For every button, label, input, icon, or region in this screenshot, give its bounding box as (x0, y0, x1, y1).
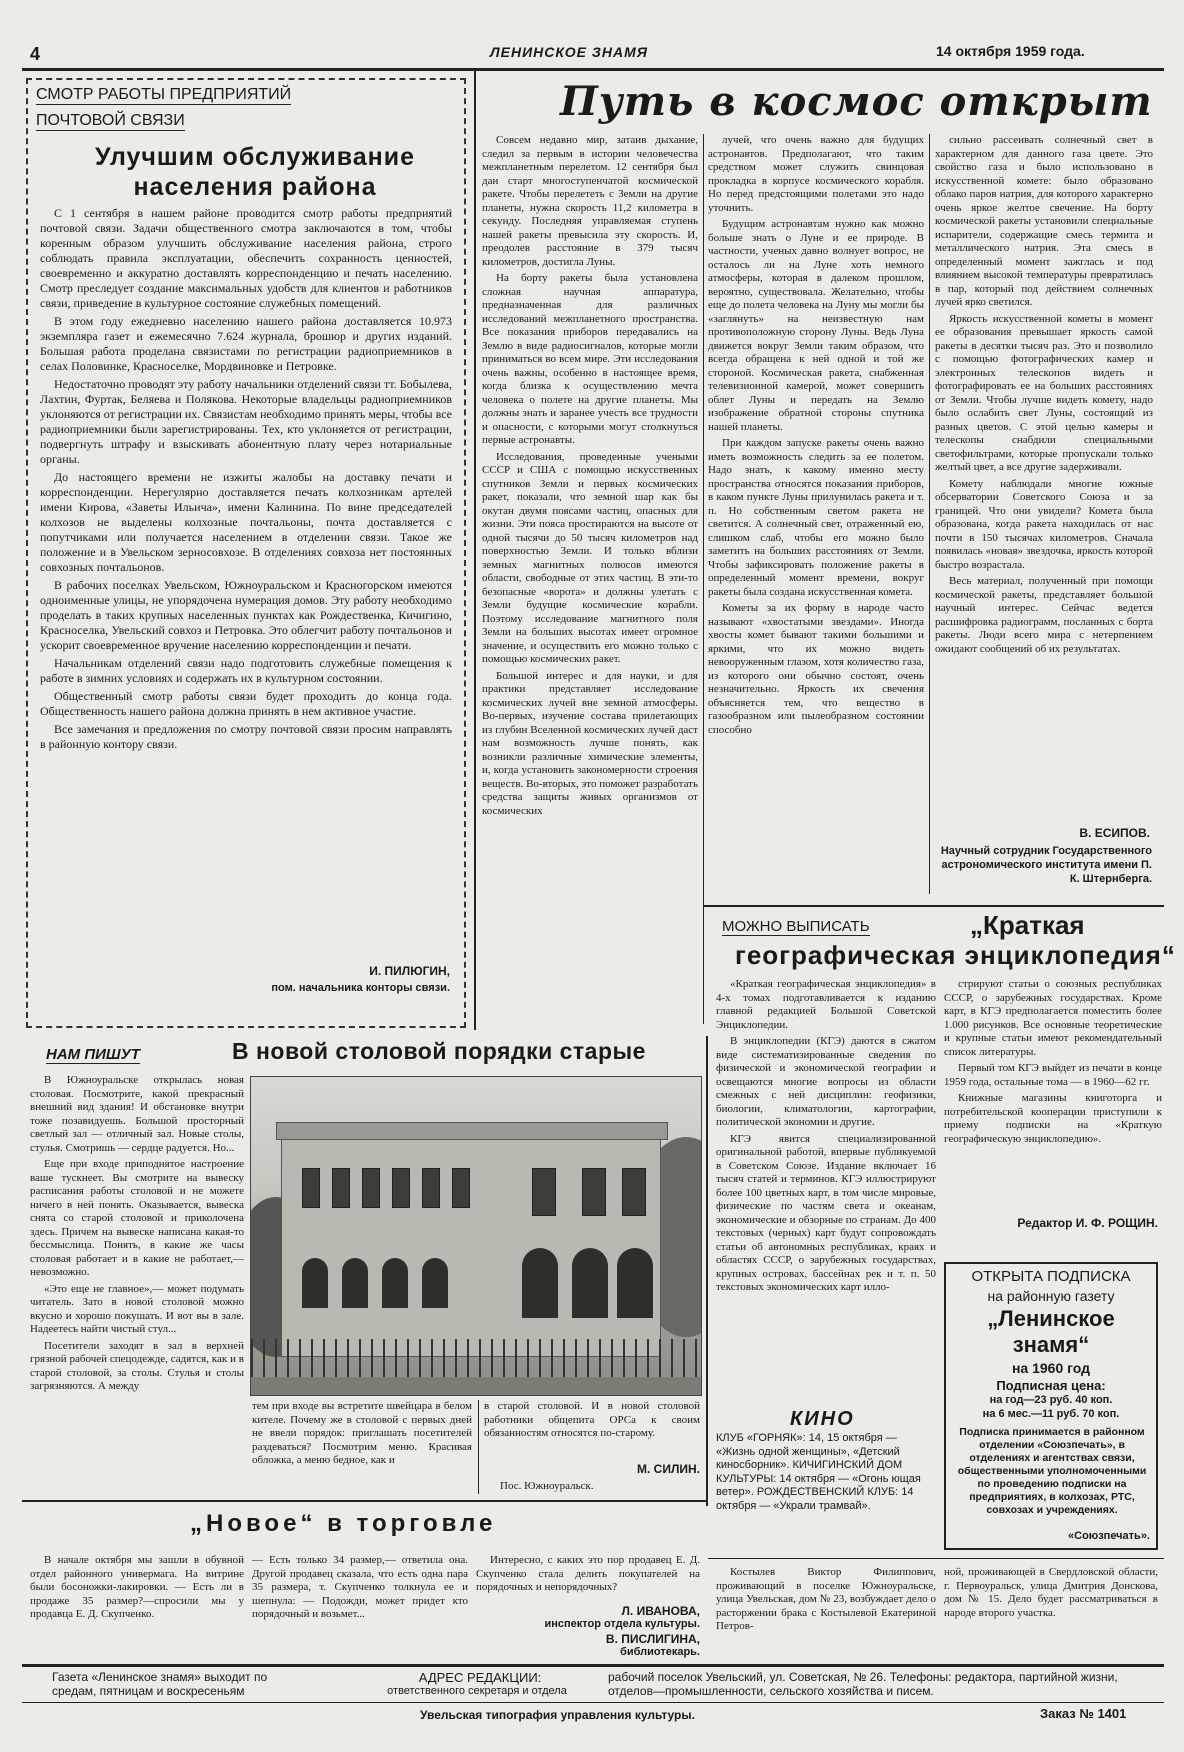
column-divider (703, 134, 704, 1024)
space-col3 (935, 134, 1153, 659)
postal-rubric-line1: СМОТР РАБОТЫ ПРЕДПРИЯТИЙ (36, 86, 292, 103)
encyclopedia-paragraph: В энциклопедии (КГЭ) даются в сжатом виде систематизированные сведения по физической и экономической географии и освещаются многие вопросы из области смежных с ней дисциплин: геофизики, биологии, климатологии, картографии, политической экономии и другие. (716, 1035, 936, 1128)
space-col1 (482, 134, 698, 821)
trade-signature-2-title: библиотекарь. (620, 1646, 700, 1658)
trade-top-rule (22, 1500, 706, 1502)
window-shape (452, 1168, 470, 1208)
divorce-top-rule (708, 1558, 1164, 1559)
building-roof (276, 1122, 668, 1140)
divorce-col1: Костылев Виктор Филиппович, проживающий в поселке Южноуральске, улица Увельская, дом № 23, возбуждает дело о расторжении брака с Костылевой Екатериной Петров- (716, 1566, 936, 1632)
canteen-building-photo (250, 1076, 702, 1396)
encyclopedia-title-2: географическая энциклопедия“ (735, 940, 1176, 970)
space-paragraph: лучей, что очень важно для будущих астронавтов. Предполагают, что таким средством может служить свинцовая прокладка в корпусе космического корабля. Но перед предстоящими полетами это надо уточнить. (708, 134, 924, 214)
space-paragraph: Комету наблюдали многие южные обсерватории Советского Союза и за границей. Что они увидели? Комета была образована, когда ракета находилась от нас почти в 150 тысячах километров. Сначала появилась «новая» звездочка, яркость которой быстро возрастала. (935, 477, 1153, 571)
trade-signature-1-title: инспектор отдела культуры. (544, 1618, 700, 1630)
encyclopedia-paragraph: Книжные магазины книготорга и потребительской кооперации приступили к приему подписки на «Краткую географическую энциклопедию». (944, 1092, 1162, 1145)
canteen-title: В новой столовой порядки старые (232, 1038, 646, 1064)
postal-paragraph: Общественный смотр работы связи будет проходить до конца года. Общественность нашего района должна принять в нем активное участие. (40, 689, 452, 718)
postal-signature: И. ПИЛЮГИН, (369, 964, 450, 978)
subscription-footer: «Союзпечать». (1068, 1530, 1150, 1542)
trade-title: „Новое“ в торговле (190, 1510, 497, 1537)
canteen-paragraph: В Южноуральске открылась новая столовая. Посмотрите, какой прекрасный внешний вид здания! И обстановке внутри тоже позавидуешь. Большой просторный светлый зал — отличный зал. Новые столы, стулья. Смотришь — сердце радуется. Но... (30, 1074, 244, 1154)
canteen-col3: в старой столовой. И в новой столовой работники общепита ОРСа к своим обязанностям относятся по-старому. (484, 1400, 700, 1439)
space-title: Путь в космос открыт (560, 78, 1153, 125)
postal-paragraph: В этом году ежедневно населению нашего района доставляется 10.973 экземпляра газет и ежемесячно 7.624 журнала, брошюр и других изданий. Большая работа проделана связистами по регистрации радиоприемников в селах Половинке, Красноселке, Мордвиновке и Петровке. (40, 314, 452, 373)
subscription-line2: на районную газету (987, 1288, 1115, 1304)
window-shape (582, 1168, 606, 1216)
encyclopedia-paragraph: стрируют статьи о союзных республиках СССР, о зарубежных государствах. Кроме карт, в КГЭ предполагается поместить более 1.000 рисунков. Все основные теоретические и крупные статьи имеют рекомендательный список литературы. (944, 978, 1162, 1058)
column-divider (706, 1036, 708, 1506)
issue-date: 14 октября 1959 года. (936, 43, 1085, 59)
building-shape (281, 1137, 661, 1357)
subscription-line4: знамя“ (1012, 1332, 1090, 1357)
cinema-title: КИНО (790, 1408, 855, 1430)
encyclopedia-paragraph: КГЭ явится специализированной оригинальной работой, впервые публикуемой в Советском Союзе. Издание включает 16 тысяч статей и терминов. КГЭ иллюстрируют более 100 цветных карт, в том числе мировые, физические по частям света и океанам, экономические и обзорные по странам. До 400 текстовых (черных) карт будут сопровождать статьи об автономных республиках, краях и областях СССР, о зарубежных государствах, крупных островах, бассейнах рек и т. п. 50 текстовых экономических карт илло- (716, 1132, 936, 1293)
arch-window (617, 1248, 653, 1318)
postal-rubric-line2: ПОЧТОВОЙ СВЯЗИ (36, 112, 185, 129)
footer-order: Заказ № 1401 (1040, 1706, 1127, 1721)
trade-signature-2: В. ПИСЛИГИНА, (605, 1632, 700, 1646)
canteen-paragraph: Еще при входе приподнятое настроение ваше тускнеет. Вы смотрите на вывеску расписания работы столовой и не можете ничего в ней понять. Оказывается, вывеска снята со старой столовой и приколочена здесь. Причем на вывеске написана какая-то бессмыслица. Понять, в какие же часы столовая работает и в какие не работает,— невозможно. (30, 1158, 244, 1278)
space-paragraph: При каждом запуске ракеты очень важно иметь возможность следить за ее полетом. Надо знать, к какому именно месту пространства относятся показания приборов, в каком пункте Луны прилунилась ракета и т. п. Но собственным светом ракета не светится. А солнечный свет, отраженный ею, слишком слаб, чтобы его можно было заметить на больших расстояниях от Земли. Чтобы зафиксировать положение ракеты в определенный момент времени, вокруг ракеты была создана искусственная комета. (708, 437, 924, 598)
window-shape (362, 1168, 380, 1208)
arch-window (342, 1258, 368, 1308)
space-paragraph: Исследования, проведенные учеными СССР и США с помощью искусственных спутников Земли и первых космических ракет, показали, что земной шар как бы окутан двумя поясами частиц, опасных для жизни. Эти пояса простираются на высоте от одной тысячи до 50 тысяч километров над поверхностью Земли. И только вблизи земных магнитных полюсов имеются области, свободные от этих частиц. В эти-то безопасные «ворота» и должны улетать с Земли будущие космические корабли. Поэтому исследование магнитного поля Земли на больших высотах имеет огромное значение, и осуществить его можно только с помощью космических ракет. (482, 450, 698, 665)
trade-col1: В начале октября мы зашли в обувной отдел районного универмага. На витрине были босоножки-лакировки. — Есть ли в продаже 35 размер?—спросили мы у продавца Е. Д. Скупченко. (30, 1554, 244, 1620)
postal-paragraph: С 1 сентября в нашем районе проводится смотр работы предприятий почтовой связи. Задачи общественного смотра заключаются в том, чтобы коренным образом улучшить обслуживание населения района, строго соблюдать правила эксплуатации, обеспечить сохранность ценностей, своевременно и аккуратно доставлять корреспонденцию и печать населению. Смотр преследует создание максимальных удобств для клиентов и работников связи, приведение в культурное состояние служебных помещений. (40, 206, 452, 310)
footer-printer: Увельская типография управления культуры. (420, 1708, 695, 1722)
subscription-body: Подписка принимается в районном отделении «Союзпечать», в отделениях и агентствах связи, общественными уполномоченными по проведению подписки на предприятиях, в колхозах, РТС, совхозах и учреждениях. (957, 1426, 1147, 1516)
encyclopedia-paragraph: «Краткая географическая энциклопедия» в 4-х томах подготавливается к изданию главной редакцией Большой Советской Энциклопедии. (716, 978, 936, 1031)
arch-window (422, 1258, 448, 1308)
paper-name: ЛЕНИНСКОЕ ЗНАМЯ (490, 44, 648, 60)
encyclopedia-title-1: „Краткая (970, 910, 1085, 940)
canteen-col2: тем при входе вы встретите швейцара в белом кителе. Почему же в столовой с первых дней не ввели порядок: приглашать посетителей раздеваться? Посмотрим меню. Красивая обложка, а меню бедное, как и (252, 1400, 472, 1466)
footer-top-rule (22, 1664, 1164, 1667)
encyclopedia-col2 (944, 978, 1162, 1149)
window-shape (332, 1168, 350, 1208)
postal-paragraph: До настоящего времени не изжиты жалобы на доставку печати и корреспонденции. Нерегулярно доставляется печать колхозникам артелей имени Кирова, «Заветы Ильича», имени Калинина. По вине председателей колхозов не выделены колхозные почтальоны, почта доставляется с попутчиками или получается населением в отделении связи. Такое же положение и в Увельском зерносовхозе. В отделениях совхоза нет постоянных совхозных почтальонов. (40, 470, 452, 574)
column-divider (474, 70, 476, 1030)
column-divider (929, 134, 930, 894)
canteen-rubric: НАМ ПИШУТ (46, 1046, 140, 1063)
arch-window (302, 1258, 328, 1308)
cinema-text: КЛУБ «ГОРНЯК»: 14, 15 октября — «Жизнь одной женщины», «Детский киносборник». КИЧИГИНСКИЙ ДОМ КУЛЬТУРЫ: 14 октября — «Огонь ющая ветер». РОЖДЕСТВЕНСКИЙ КЛУБ: 14 октября — «Украли трамвай». (716, 1432, 921, 1512)
encyclopedia-rubric: МОЖНО ВЫПИСАТЬ (722, 918, 870, 935)
masthead-rule (22, 68, 1164, 71)
subscription-price-half: на 6 мес.—11 руб. 70 коп. (982, 1408, 1120, 1420)
encyclopedia-paragraph: Первый том КГЭ выйдет из печати в конце 1959 года, остальные тома — в 1960—62 гг. (944, 1062, 1162, 1088)
footer-address-label: АДРЕС РЕДАКЦИИ: (418, 1670, 542, 1685)
trade-col2: — Есть только 34 размер,— ответила она. Другой продавец сказала, что есть одна пара 35 размера, т. Скупченко толкнула ее и шепнула: — Подожди, может придет кто порядочный и возьмет... (252, 1554, 468, 1620)
canteen-paragraph: Посетители заходят в зал в верхней грязной рабочей спецодежде, садятся, как и в старой столовой, за столы. Стулья и столы загрязняются. А между (30, 1339, 244, 1392)
postal-paragraph: Недостаточно проводят эту работу начальники отделений связи тт. Бобылева, Лахтин, Фуртак, Беляева и Полякова. Некоторые владельцы радиоприемников уклоняются от регистрации их. Связистам необходимо принять меры, чтобы все радиоприемники были зарегистрированы. Тех, кто уклоняется от регистрации, подвергнуть штрафу и взыскивать абонентную плату через нотариальные органы. (40, 377, 453, 466)
trade-signature-1: Л. ИВАНОВА, (621, 1604, 700, 1618)
postal-paragraph: В рабочих поселках Увельском, Южноуральском и Красногорском имеются одноименные улицы, не упорядочена нумерация домов. Эту работу необходимо проделать в таких крупных населенных пунктах как Рождественка, Кичигино, Красноселка, Увельский совхоз и Петровка. Это облегчит работу почтальонов и ускорит своевременное вручение населению корреспонденции и печати. (40, 578, 452, 652)
window-shape (392, 1168, 410, 1208)
fence-shape (251, 1339, 702, 1379)
space-paragraph: Кометы за их форму в народе часто называют «хвостатыми звездами». Иногда хвосты комет бывают такими большими и яркими, что их можно видеть невооруженным глазом, хотя количество газа, из которого они обычно состоят, очень незначительно. Яркость их свечения объясняется тем, что вещество в газообразном или пылеобразном состоянии способно (708, 602, 924, 736)
encyclopedia-signature: Редактор И. Ф. РОЩИН. (1017, 1216, 1158, 1230)
divorce-col2: ной, проживающей в Свердловской области, г. Первоуральск, улица Дмитрия Донскова, дом № 15. Дело будет рассматриваться в народе второго участка. (944, 1566, 1158, 1619)
column-divider (478, 1400, 479, 1494)
footer-schedule: Газета «Ленинское знамя» выходит по средам, пятницам и воскресеньям (52, 1670, 268, 1698)
canteen-paragraph: «Это еще не главное»,— может подумать читатель. Зато в новой столовой можно вкусно и хорошо покушать. И вот вы в зале. Надеетесь найти чистый стул... (30, 1282, 244, 1335)
postal-body (40, 206, 452, 755)
arch-window (382, 1258, 408, 1308)
encyclopedia-col1 (716, 978, 936, 1298)
arch-window (522, 1248, 558, 1318)
postal-paragraph: Все замечания и предложения по смотру почтовой связи просим направлять в районную контору связи. (40, 722, 452, 751)
subscription-price-title: Подписная цена: (996, 1378, 1106, 1393)
space-paragraph: На борту ракеты была установлена сложная научная аппаратура, предназначенная для различных исследований межпланетного пространства. Все показания приборов передавались на Землю в виде радиосигналов, которые могли приниматься во всем мире. Эти исследования очень важны, особенно в настоящее время, когда близка к осуществлению мечта человека о полете на другие планеты. Мы должны знать и заранее учесть все трудности и опасности, с которыми могут столкнуться первые астронавты. (482, 272, 698, 446)
canteen-signature: М. СИЛИН. (637, 1462, 700, 1476)
window-shape (532, 1168, 556, 1216)
footer-address-text: рабочий поселок Увельский, ул. Советская, № 26. Телефоны: редактора, партийной жизни, отделов—промышленности, сельского хозяйства и писем. (608, 1670, 1118, 1698)
ground-shape (251, 1377, 702, 1396)
space-col2 (708, 134, 924, 740)
space-paragraph: Большой интерес и для науки, и для практики представляет исследование космических лучей вне земной атмосферы. Во-первых, изучение состава прилетающих из глубин Вселенной космических лучей даст нам возможность лучше понять, как возникли различные химические элементы, и, когда установить закономерности строения веществ. Во-вторых, это поможет разработать средства защиты живых организмов от космических (482, 669, 698, 817)
window-shape (422, 1168, 440, 1208)
space-paragraph: Будущим астронавтам нужно как можно больше знать о Луне и ее природе. В частности, ученых давно волнует вопрос, не осталось ли на Луне хоть немного атмосферы, которая в далеком прошлом, вероятно, существовала. Желательно, чтобы еще до полета человека на Луну мы могли бы «заглянуть» на неизвестную нам противоположную сторону Луны. Ведь Луна движется вокруг Земли таким образом, что всегда обращена к ней одной и той же стороной. Космическая ракета, снабженная телевизионной камерой, может совершить облет Луны и передать на Землю изображение обратной стороны спутника нашей планеты. (708, 218, 924, 433)
canteen-place: Пос. Южноуральск. (500, 1480, 594, 1492)
space-signature: В. ЕСИПОВ. (1079, 826, 1150, 840)
postal-signature-title: пом. начальника конторы связи. (271, 982, 450, 994)
encyclopedia-top-rule (704, 905, 1164, 907)
trade-col3: Интересно, с каких это пор продавец Е. Д. Скупченко стала делить покупателей на порядочных и непорядочных? (476, 1554, 700, 1593)
space-paragraph: сильно рассеивать солнечный свет в характерном для данного газа цвете. Это свойство газа и было использовано в искусственной комете: было образовано облако паров натрия, для которого характерно очень яркое желтое свечение. На борту космической ракеты установили специальные испарители, содержащие смесь термита и металлического натрия. Эта смесь в определенный момент зажглась и под влиянием высокой температуры превратилась в пар, который под действием солнечных лучей ярко светился. (935, 134, 1153, 308)
subscription-line5: на 1960 год (1011, 1360, 1091, 1376)
window-shape (622, 1168, 646, 1216)
space-paragraph: Совсем недавно мир, затаив дыхание, следил за первым в истории человечества межпланетным перелетом. 12 сентября был дан старт многоступенчатой космической ракете. Чтобы перелететь с Земли на другие планеты, нужна скорость 11,2 километра в секунду. Последняя управляемая ступень нашей ракеты превысила эту скорость. И, преодолев расстояние в 379 тысяч километров, достигла Луны. (482, 134, 698, 268)
subscription-line3: „Ленинское (987, 1306, 1115, 1331)
space-paragraph: Яркость искусственной кометы в момент ее образования превышает яркость самой ракеты в десятки тысяч раз. Это и позволило с помощью фотографических камер и электронных телескопов видеть и фотографировать ее на больших расстояниях от Земли. Чтобы лучше видеть комету, надо было ослабить свет Луны, состоящий из разных цветов. С этой целью камеры и телескопы снабдили специальными светофильтрами, которые пропускали только желтый цвет, а все другие задерживали. (935, 312, 1153, 473)
canteen-col1 (30, 1074, 244, 1397)
subscription-line1: ОТКРЫТА ПОДПИСКА (971, 1268, 1131, 1285)
space-paragraph: Весь материал, полученный при помощи космической ракеты, представляет большой научный интерес. Сейчас ведется расшифровка радиограмм, посланных с борта ракеты. Люди всего мира с нетерпением ожидают сообщений об их результатах. (935, 575, 1153, 655)
footer-address-sub: ответственного секретаря и отдела (387, 1685, 567, 1697)
arch-window (572, 1248, 608, 1318)
footer-bottom-rule (22, 1702, 1164, 1703)
postal-title: Улучшим обслуживание населения района (94, 143, 416, 201)
space-signature-title: Научный сотрудник Государственного астрономического института имени П. К. Штернберга. (940, 845, 1152, 885)
window-shape (302, 1168, 320, 1208)
postal-paragraph: Начальникам отделений связи надо подготовить служебные помещения к работе в зимних условиях и содержать их в культурном состоянии. (40, 656, 452, 685)
page-number: 4 (30, 44, 41, 64)
subscription-price-year: на год—23 руб. 40 коп. (989, 1394, 1113, 1406)
